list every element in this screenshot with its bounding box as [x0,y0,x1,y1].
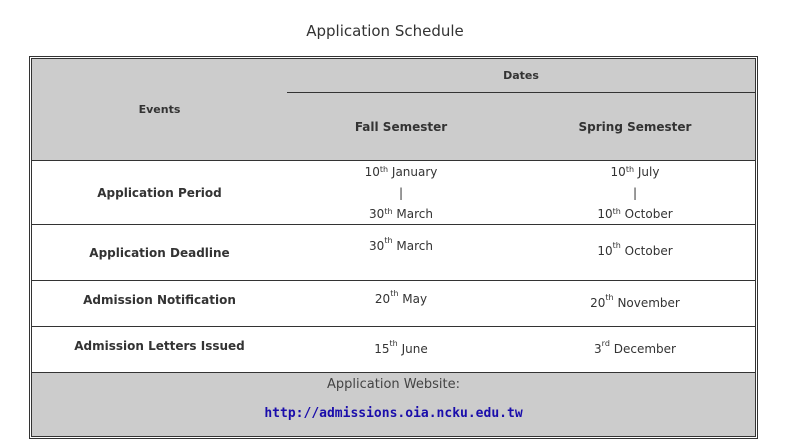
events-column-header: Events [138,103,181,116]
spring-start-date: 10th July [610,164,660,179]
fall-date-cell [287,327,515,373]
range-separator: | [632,185,638,200]
fall-date-cell [287,161,515,225]
event-name: Admission Notification [83,293,236,307]
fall-date: 15th June [374,339,428,356]
spring-date: 20th November [590,293,680,310]
website-footer [32,372,755,436]
spring-date-cell [515,225,755,281]
schedule-table [29,56,758,439]
table-row [32,280,755,327]
spring-date: 3rd December [594,339,676,356]
spring-date-cell [515,281,755,327]
event-name: Application Deadline [89,246,230,260]
website-link[interactable]: http://admissions.oia.ncku.edu.tw [264,406,523,421]
table-row [32,160,755,225]
fall-date-cell [287,225,515,281]
fall-date: 30th March [369,236,433,253]
table-header [32,59,755,160]
fall-date-cell [287,281,515,327]
range-separator: | [398,185,404,200]
spring-end-date: 10th October [597,206,673,221]
page-title: Application Schedule [306,22,464,40]
event-name: Application Period [97,186,222,200]
table-row [32,224,755,281]
fall-end-date: 30th March [369,206,433,221]
spring-semester-header: Spring Semester [578,119,692,134]
fall-date: 20th May [374,289,428,306]
dates-column-header: Dates [287,59,755,93]
fall-start-date: 10th January [364,164,438,179]
spring-date-cell [515,161,755,225]
event-name: Admission Letters Issued [74,339,245,353]
table-row [32,326,755,373]
spring-date-cell [515,327,755,373]
fall-semester-header: Fall Semester [354,119,448,134]
spring-date: 10th October [597,241,673,258]
website-label: Application Website: [327,377,460,392]
